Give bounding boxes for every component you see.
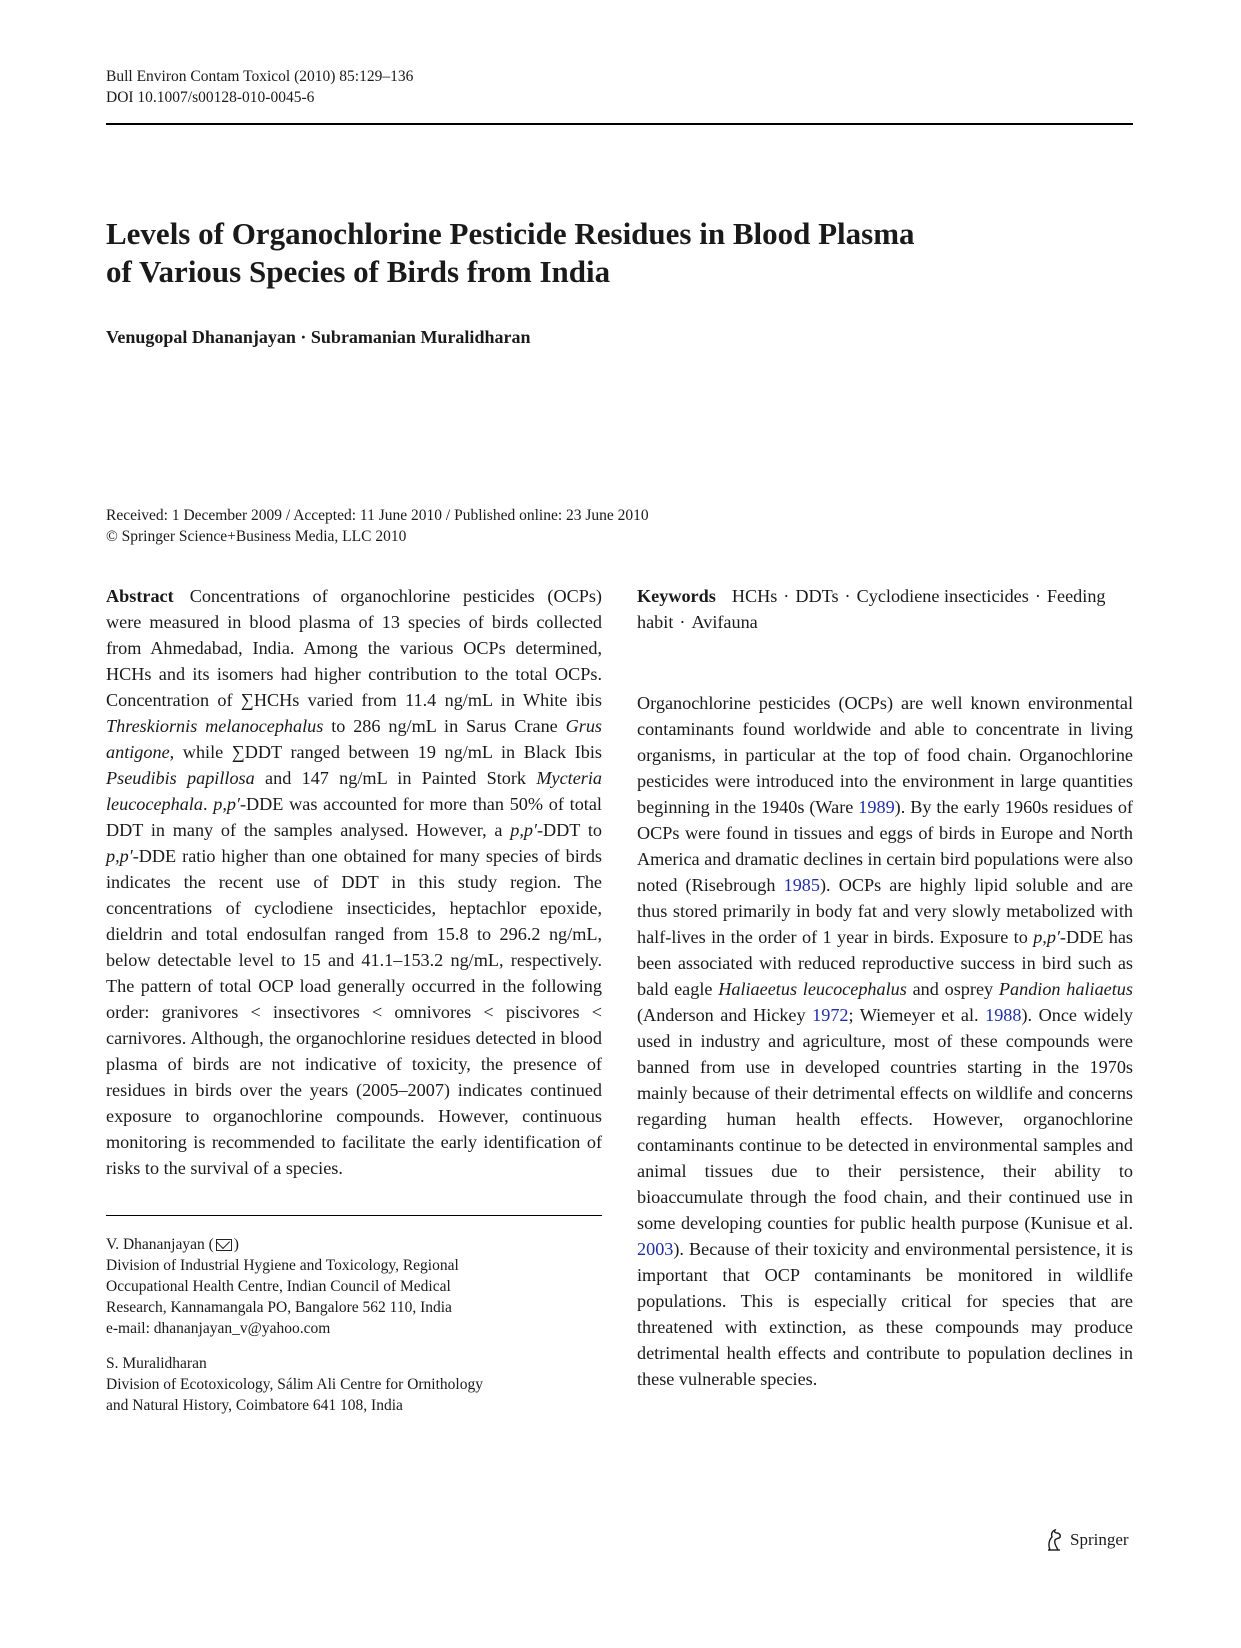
journal-citation: Bull Environ Contam Toxicol (2010) 85:129–136 [106,68,414,85]
introduction: Organochlorine pesticides (OCPs) are well known environmental contaminants found worldwide and able to concentrate in living organisms, in particular at the top of food chain. Organochlorine pesticides were introduced into the environment in large quantities beginning in the 1940s (Ware 1989). By the early 1960s residues of OCPs were found in tissues and eggs of birds in Europe and North America and dramatic declines in certain bird populations were also noted (Risebrough 1985). OCPs are highly lipid soluble and are thus stored primarily in body fat and very slowly metabolized with half-lives in the order of 1 year in birds. Exposure to p,p′-DDE has been associated with reduced reproductive success in bird such as bald eagle Haliaeetus leucocephalus and osprey Pandion haliaetus (Anderson and Hickey 1972; Wiemeyer et al. 1988). Once widely used in industry and agriculture, most of these compounds were banned from use in developed countries starting in the 1970s mainly because of their detrimental effects on wildlife and concerns regarding human health effects. However, organochlorine contaminants continue to be detected in environmental samples and animal tissues due to their persistence, their ability to bioaccumulate through the food chain, and their continued use in some developing counties for public health purpose (Kunisue et al. 2003). Because of their toxicity and environmental persistence, it is important that OCP contaminants be monitored in wildlife populations. This is especially critical for species that are threatened with extinction, as these compounds may produce detrimental health effects and contribute to population declines in these vulnerable species. [637,693,1133,1389]
isomer-prefix: p,p′ [1033,927,1060,947]
citation-link[interactable]: 1989 [858,797,895,817]
title-line-1: Levels of Organochlorine Pesticide Residues in Blood Plasma [106,216,915,251]
isomer-prefix: p,p′ [213,794,240,814]
citation-link[interactable]: 1988 [985,1005,1022,1025]
species-name: Mycteria leucocephala [106,768,602,814]
footnote-divider [106,1215,602,1216]
keyword: DDTs [795,586,839,606]
abstract: Abstract Concentrations of organochlorine pesticides (OCPs) were measured in blood plasma of 13 species of birds collected from Ahmedabad, India. Among the various OCPs determined, HCHs and its isomers had higher contribution to the total OCPs. Concentration of ∑HCHs varied from 11.4 ng/mL in White ibis Threskiornis melanocephalus to 286 ng/mL in Sarus Crane Grus antigone, while ∑DDT ranged between 19 ng/mL in Black Ibis Pseudibis papillosa and 147 ng/mL in Painted Stork Mycteria leucocephala. p,p′-DDE was accounted for more than 50% of total DDT in many of the samples analysed. However, a p,p′-DDT to p,p′-DDE ratio higher than one obtained for many species of birds indicates the recent use of DDT in this study region. The concentrations of cyclodiene insecticides, heptachlor epoxide, dieldrin and total endosulfan ranged from 15.8 to 296.2 ng/mL, below detectable level to 15 and 41.1–153.2 ng/mL, respectively. The pattern of total OCP load generally occurred in the following order: granivores < insectivores < omnivores < piscivores < carnivores. Although, the organochlorine residues detected in blood plasma of birds are not indicative of toxicity, the presence of residues in birds over the years (2005–2007) indicates continued exposure to organochlorine compounds. However, continuous monitoring is recommended to facilitate the early identification of risks to the survival of a species. [106,586,602,1178]
author-2-name: S. Muralidharan [106,1355,207,1372]
keywords: Keywords HCHs · DDTs · Cyclodiene insecticides · Feeding habit · Avifauna [637,586,1106,632]
springer-horse-icon [1043,1528,1065,1552]
isomer-prefix: p,p′ [106,846,133,866]
article-title [106,215,1106,291]
envelope-icon [216,1239,232,1251]
author-1-name: V. Dhananjayan ( [106,1236,214,1253]
author-affiliation-1: V. Dhananjayan ( ) Division of Industrial Hygiene and Toxicology, Regional Occupational Health Centre, Indian Council of Medical Research, Kannamangala PO, Bangalore 562 110, India e-mail: dhananjayan_v@yahoo.com [106,1234,602,1339]
title-line-2: of Various Species of Birds from India [106,254,611,289]
keyword: Avifauna [691,612,758,632]
keyword: Feeding habit [637,586,1106,632]
citation-link[interactable]: 1972 [812,1005,849,1025]
keyword: HCHs [731,586,778,606]
species-name: Pseudibis papillosa [106,768,255,788]
author-email[interactable]: e-mail: dhananjayan_v@yahoo.com [106,1320,331,1337]
journal-header [106,66,413,108]
species-name: Threskiornis melanocephalus [106,716,324,736]
header-divider [106,123,1133,125]
right-column [637,583,1133,1392]
author-affiliation-2: S. Muralidharan Division of Ecotoxicology, Sálim Ali Centre for Ornithology and Natural History, Coimbatore 641 108, India [106,1353,602,1416]
species-name: Grus antigone [106,716,602,762]
history-dates: Received: 1 December 2009 / Accepted: 11 June 2010 / Published online: 23 June 2010 [106,507,649,524]
copyright: © Springer Science+Business Media, LLC 2010 [106,528,407,545]
doi: DOI 10.1007/s00128-010-0045-6 [106,89,315,106]
publisher-logo [1043,1528,1129,1552]
keywords-heading: Keywords [637,586,716,606]
species-name: Pandion haliaetus [998,979,1133,999]
abstract-heading: Abstract [106,586,174,606]
isomer-prefix: p,p′ [510,820,537,840]
left-column [106,583,602,1416]
citation-link[interactable]: 1985 [783,875,820,895]
publisher-name: Springer [1070,1530,1129,1549]
citation-link[interactable]: 2003 [637,1239,674,1259]
species-name: Haliaeetus leucocephalus [718,979,907,999]
author-list: Venugopal Dhananjayan · Subramanian Muralidharan [106,327,531,347]
publication-history [106,505,649,547]
keyword: Cyclodiene insecticides [856,586,1029,606]
